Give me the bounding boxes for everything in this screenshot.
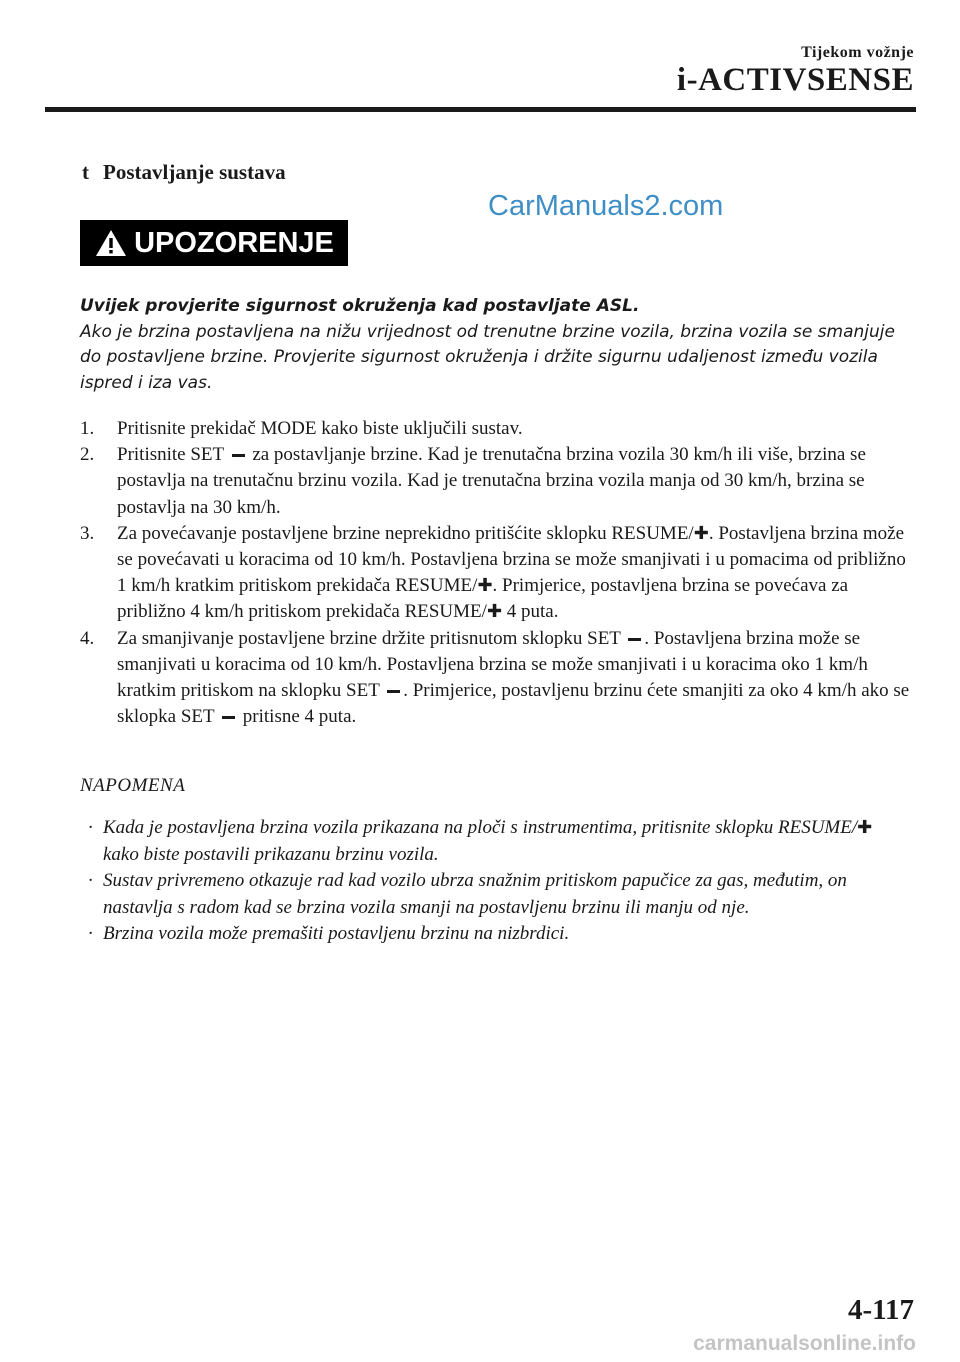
plus-icon: ✚: [693, 522, 709, 544]
step-number: 1.: [80, 418, 95, 439]
note-text: Sustav privremeno otkazuje rad kad vozilo ubrza snažnim pritiskom papučice za gas, međutim, on nastavlja s radom kad se brzina vozila smanji na postavljenu brzinu ili manju od nje.: [103, 870, 847, 918]
section-heading: [82, 160, 286, 185]
section-marker: t: [82, 160, 89, 184]
plus-icon: ✚: [857, 817, 873, 838]
minus-icon: [387, 690, 400, 693]
bullet-dot: ·: [88, 817, 93, 838]
page-number: 4-117: [847, 1294, 914, 1326]
step-item: [80, 416, 920, 442]
warning-triangle-icon: [94, 228, 128, 258]
note-title: NAPOMENA: [80, 775, 186, 796]
step-item: [80, 442, 920, 521]
minus-icon: [222, 716, 235, 719]
minus-icon: [232, 454, 245, 457]
step-number: 2.: [80, 444, 95, 466]
plus-icon: ✚: [477, 575, 493, 597]
bullet-dot: ·: [88, 870, 93, 891]
step-number: 4.: [80, 627, 95, 649]
warning-body: Ako je brzina postavljena na nižu vrijednost od trenutne brzine vozila, brzina vozila se smanjuje do postavljene brzine. Provjerite sigurnost okruženja i držite sigurnu udaljenost između vozila ispred i iza vas.: [80, 321, 895, 393]
step-text: Za povećavanje postavljene brzine neprekidno pritišćite sklopku RESUME/✚. Postavljena brzina može se povećavati u koracima od 10 km/h. Postavljena brzina se može smanjivati i u pomacima od približno 1 km/h kratkim pritiskom prekidača RESUME/✚. Primjerice, postavljena brzina se povećava za približno 4 km/h pritiskom prekidača RESUME/✚ 4 puta.: [117, 522, 906, 623]
step-item: [80, 521, 920, 626]
step-text: Za smanjivanje postavljene brzine držite pritisnutom sklopku SET . Postavljena brzina može se smanjivati u koracima od 10 km/h. Postavljena brzina se može smanjivati i u koracima oko 1 km/h kratkim pritiskom na sklopku SET . Primjerice, postavljenu brzinu ćete smanjiti za oko 4 km/h ako se sklopka SET pritisne 4 puta.: [117, 627, 910, 728]
step-number: 3.: [80, 522, 95, 544]
warning-text: [80, 294, 900, 396]
notes-list: [88, 815, 908, 948]
header-rule: [45, 107, 916, 112]
step-text: Pritisnite SET za postavljanje brzine. Kad je trenutačna brzina vozila 30 km/h ili više, brzina se postavlja na trenutačnu brzinu vozila. Kad je trenutačna brzina vozila manja od 30 km/h, brzina se postavlja na 30 km/h.: [117, 444, 866, 518]
steps-list: [80, 416, 920, 730]
minus-icon: [628, 638, 641, 641]
footer-watermark[interactable]: carmanualsonline.info: [693, 1332, 916, 1355]
warning-banner: [80, 220, 348, 266]
section-title: Postavljanje sustava: [103, 160, 286, 184]
note-item: [88, 921, 908, 948]
step-text: Pritisnite prekidač MODE kako biste uključili sustav.: [117, 418, 523, 439]
warning-bold-line: Uvijek provjerite sigurnost okruženja kad postavljate ASL.: [80, 296, 640, 316]
note-text: Kada je postavljena brzina vozila prikazana na ploči s instrumentima, pritisnite sklopku RESUME/✚ kako biste postavili prikazanu brzinu vozila.: [103, 817, 873, 865]
step-item: [80, 626, 920, 731]
plus-icon: ✚: [486, 601, 503, 623]
note-item: [88, 868, 908, 921]
watermark[interactable]: CarManuals2.com: [488, 190, 724, 222]
header-section: Tijekom vožnje: [801, 44, 914, 61]
header-chapter: i-ACTIVSENSE: [676, 62, 914, 98]
warning-label: UPOZORENJE: [134, 226, 334, 259]
note-item: [88, 815, 908, 868]
note-text: Brzina vozila može premašiti postavljenu brzinu na nizbrdici.: [103, 923, 570, 944]
bullet-dot: ·: [88, 923, 93, 944]
